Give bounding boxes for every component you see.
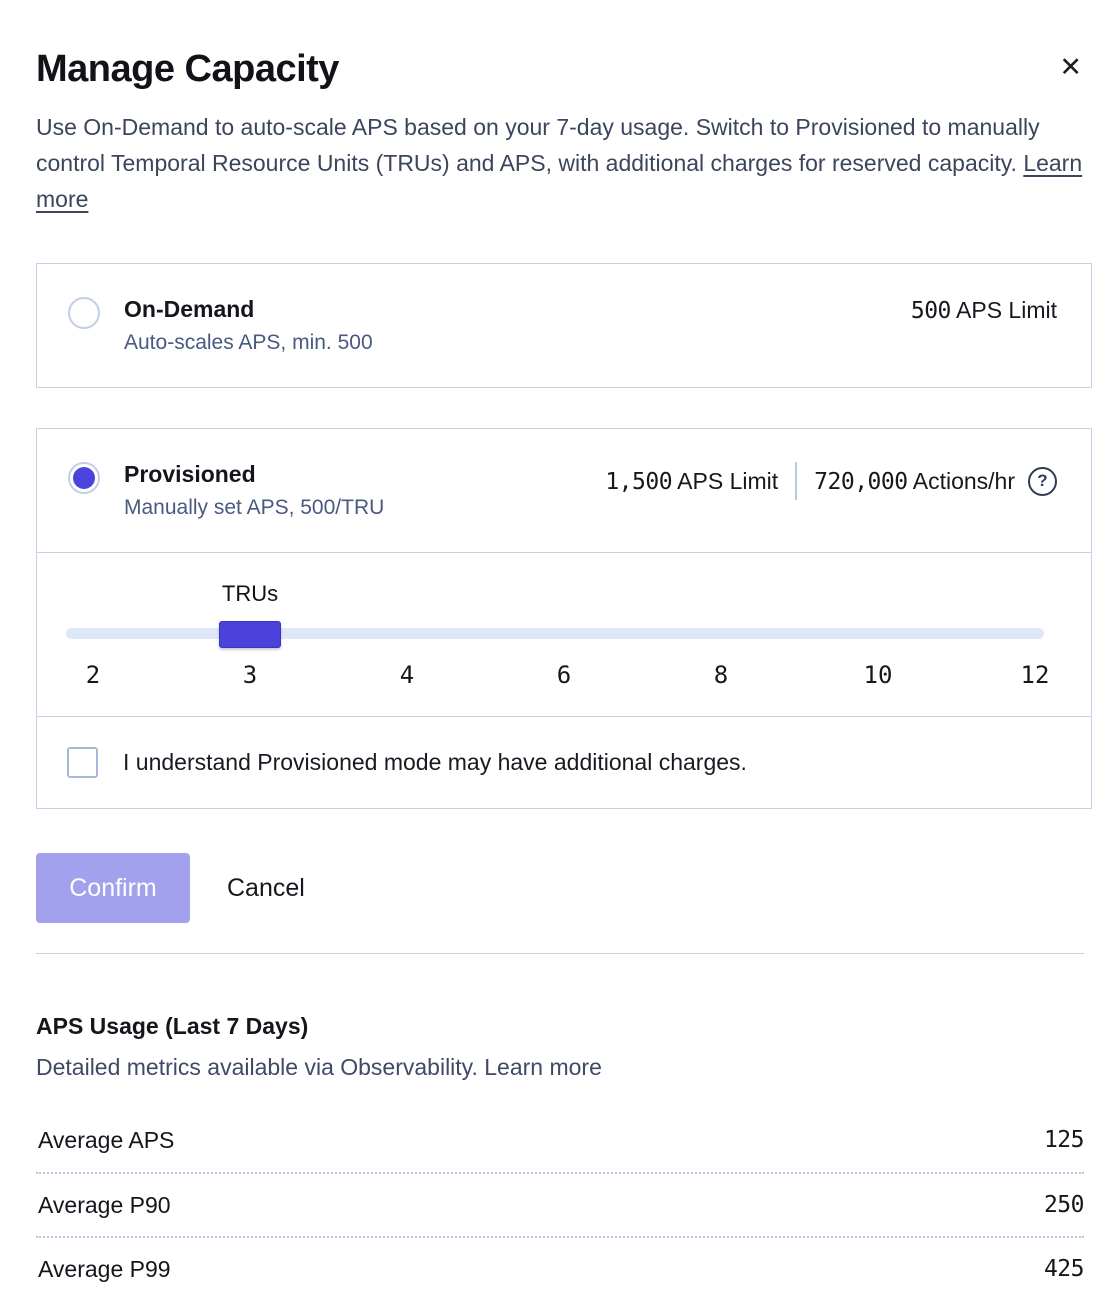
aps-limit-value: 500 bbox=[910, 298, 951, 324]
help-icon[interactable]: ? bbox=[1028, 467, 1057, 496]
provisioned-label: Provisioned bbox=[124, 461, 256, 487]
usage-row-value: 425 bbox=[1043, 1256, 1084, 1282]
radio-dot bbox=[73, 467, 95, 489]
usage-learn-more-link[interactable]: Learn more bbox=[484, 1054, 602, 1080]
slider-tick: 8 bbox=[713, 661, 729, 689]
slider-tick: 2 bbox=[85, 661, 101, 689]
provisioned-radio[interactable] bbox=[68, 462, 100, 494]
on-demand-metrics bbox=[911, 297, 1057, 324]
slider-tick: 6 bbox=[556, 661, 572, 689]
table-row bbox=[36, 1236, 1084, 1300]
cancel-button[interactable]: Cancel bbox=[227, 873, 305, 902]
provisioned-metrics bbox=[605, 462, 1057, 500]
radio-dot bbox=[73, 302, 95, 324]
usage-title: APS Usage (Last 7 Days) bbox=[36, 1013, 309, 1039]
on-demand-label: On-Demand bbox=[124, 296, 255, 322]
table-row bbox=[36, 1108, 1084, 1172]
acknowledge-label: I understand Provisioned mode may have additional charges. bbox=[123, 749, 747, 775]
slider-tick: 12 bbox=[1020, 661, 1050, 689]
usage-table bbox=[36, 1108, 1084, 1300]
aps-limit-unit: APS Limit bbox=[672, 467, 779, 494]
section-divider bbox=[36, 953, 1084, 954]
confirm-button[interactable]: Confirm bbox=[36, 853, 190, 923]
usage-row-label: Average P99 bbox=[38, 1255, 171, 1282]
provisioned-text bbox=[124, 460, 605, 521]
provisioned-aps-limit bbox=[605, 468, 778, 495]
slider-label: TRUs bbox=[221, 581, 279, 606]
acknowledge-checkbox[interactable] bbox=[67, 747, 98, 778]
slider-tick: 3 bbox=[242, 661, 258, 689]
page-title: Manage Capacity bbox=[36, 48, 339, 90]
close-icon[interactable]: ✕ bbox=[1059, 48, 1092, 81]
slider-tick: 10 bbox=[863, 661, 893, 689]
modal-actions bbox=[36, 853, 1092, 923]
usage-row-value: 125 bbox=[1043, 1127, 1084, 1153]
modal-description bbox=[36, 109, 1084, 217]
provisioned-actions-per-hour bbox=[814, 468, 1015, 495]
tru-slider-handle[interactable] bbox=[219, 621, 281, 648]
description-text: Use On-Demand to auto-scale APS based on your 7-day usage. Switch to Provisioned to manually control Temporal Resource Units (TRUs) and APS, with additional charges for reserved capacity. bbox=[36, 114, 1040, 176]
provisioned-option-card bbox=[36, 428, 1092, 809]
on-demand-option-card[interactable] bbox=[36, 263, 1092, 388]
usage-row-label: Average P90 bbox=[38, 1191, 171, 1218]
acknowledge-section bbox=[37, 716, 1091, 808]
slider-tick: 4 bbox=[399, 661, 415, 689]
on-demand-row bbox=[37, 264, 1091, 387]
usage-row-label: Average APS bbox=[38, 1126, 175, 1153]
tru-slider-track[interactable] bbox=[66, 628, 1044, 639]
on-demand-sublabel: Auto-scales APS, min. 500 bbox=[124, 331, 373, 354]
metrics-divider bbox=[795, 462, 797, 500]
aps-limit-unit: APS Limit bbox=[950, 297, 1057, 323]
tru-slider-section bbox=[37, 552, 1091, 716]
aps-limit-value: 1,500 bbox=[605, 468, 673, 495]
aps-usage-section bbox=[36, 1013, 1092, 1300]
actions-unit: Actions/hr bbox=[907, 467, 1015, 494]
table-row bbox=[36, 1172, 1084, 1236]
modal-header bbox=[36, 48, 1092, 91]
usage-row-value: 250 bbox=[1043, 1192, 1084, 1218]
actions-value: 720,000 bbox=[814, 468, 908, 495]
provisioned-row[interactable] bbox=[37, 429, 1091, 552]
usage-subtitle-text: Detailed metrics available via Observability. bbox=[36, 1054, 485, 1080]
on-demand-text bbox=[124, 295, 911, 356]
usage-subtitle bbox=[36, 1054, 1092, 1081]
provisioned-sublabel: Manually set APS, 500/TRU bbox=[124, 496, 385, 519]
on-demand-aps-limit bbox=[911, 297, 1057, 324]
learn-more-link[interactable]: Learn more bbox=[36, 150, 1083, 212]
on-demand-radio[interactable] bbox=[68, 297, 100, 329]
